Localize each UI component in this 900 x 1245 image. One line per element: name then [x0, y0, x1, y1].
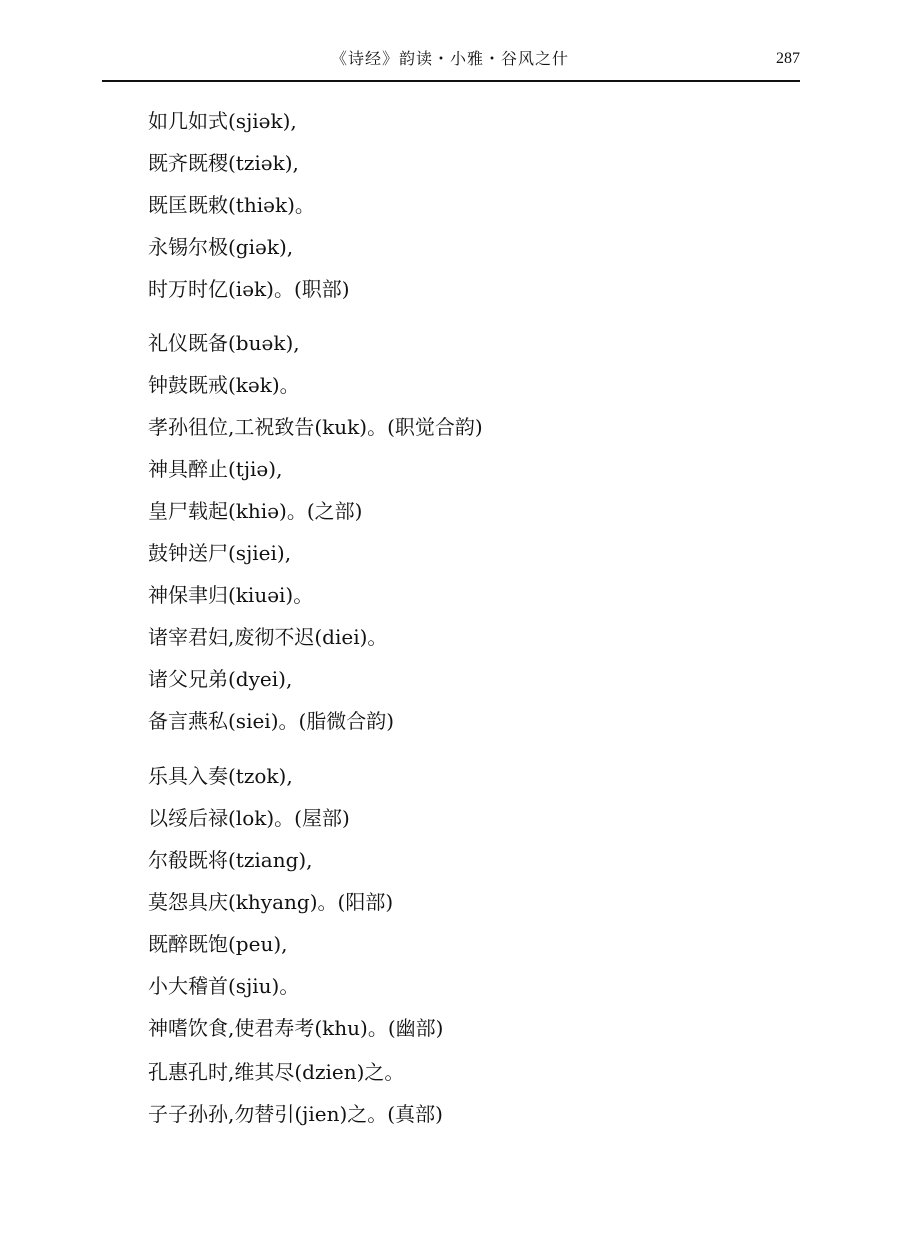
verse-line: 孝孙徂位,工祝致告(kuk)。(职觉合韵): [148, 415, 483, 439]
page-number: 287: [776, 50, 800, 67]
verse-line: 神嗜饮食,使君寿考(khu)。(幽部): [148, 1016, 444, 1040]
verse-line: 神保聿归(kiuəi)。: [148, 583, 314, 607]
verse-line: 如几如式(sjiək),: [148, 109, 297, 133]
verse-line: 既匡既敕(thiək)。: [148, 193, 315, 217]
header-title: 《诗经》韵读・小雅・谷风之什: [330, 49, 569, 68]
verse-line: 备言燕私(siei)。(脂微合韵): [148, 709, 395, 733]
verse-line: 孔惠孔时,维其尽(dzien)之。: [148, 1060, 405, 1084]
verse-line: 乐具入奏(tzok),: [148, 764, 293, 788]
verse-line: 钟鼓既戒(kək)。: [148, 373, 300, 397]
verse-line: 既齐既稷(tziək),: [148, 151, 299, 175]
verse-line: 莫怨具庆(khyang)。(阳部): [148, 890, 394, 914]
verse-line: 鼓钟送尸(sjiei),: [148, 541, 292, 565]
verse-line: 尔殽既将(tziang),: [148, 848, 313, 872]
verse-line: 皇尸载起(khiə)。(之部): [148, 499, 363, 523]
running-header: [0, 44, 900, 74]
verse-line: 永锡尔极(giək),: [148, 235, 294, 259]
verse-line: 诸父兄弟(dyei),: [148, 667, 293, 691]
verse-line: 子子孙孙,勿替引(jien)之。(真部): [148, 1102, 443, 1126]
verse-line: 时万时亿(iək)。(职部): [148, 277, 350, 301]
verse-line: 神具醉止(tjiə),: [148, 457, 283, 481]
verse-line: 诸宰君妇,废彻不迟(diei)。: [148, 625, 388, 649]
verse-line: 以绥后禄(lok)。(屋部): [148, 806, 350, 830]
verse-line: 既醉既饱(peu),: [148, 932, 288, 956]
verse-line: 小大稽首(sjiu)。: [148, 974, 300, 998]
header-rule: [102, 80, 800, 82]
verse-line: 礼仪既备(buək),: [148, 331, 300, 355]
